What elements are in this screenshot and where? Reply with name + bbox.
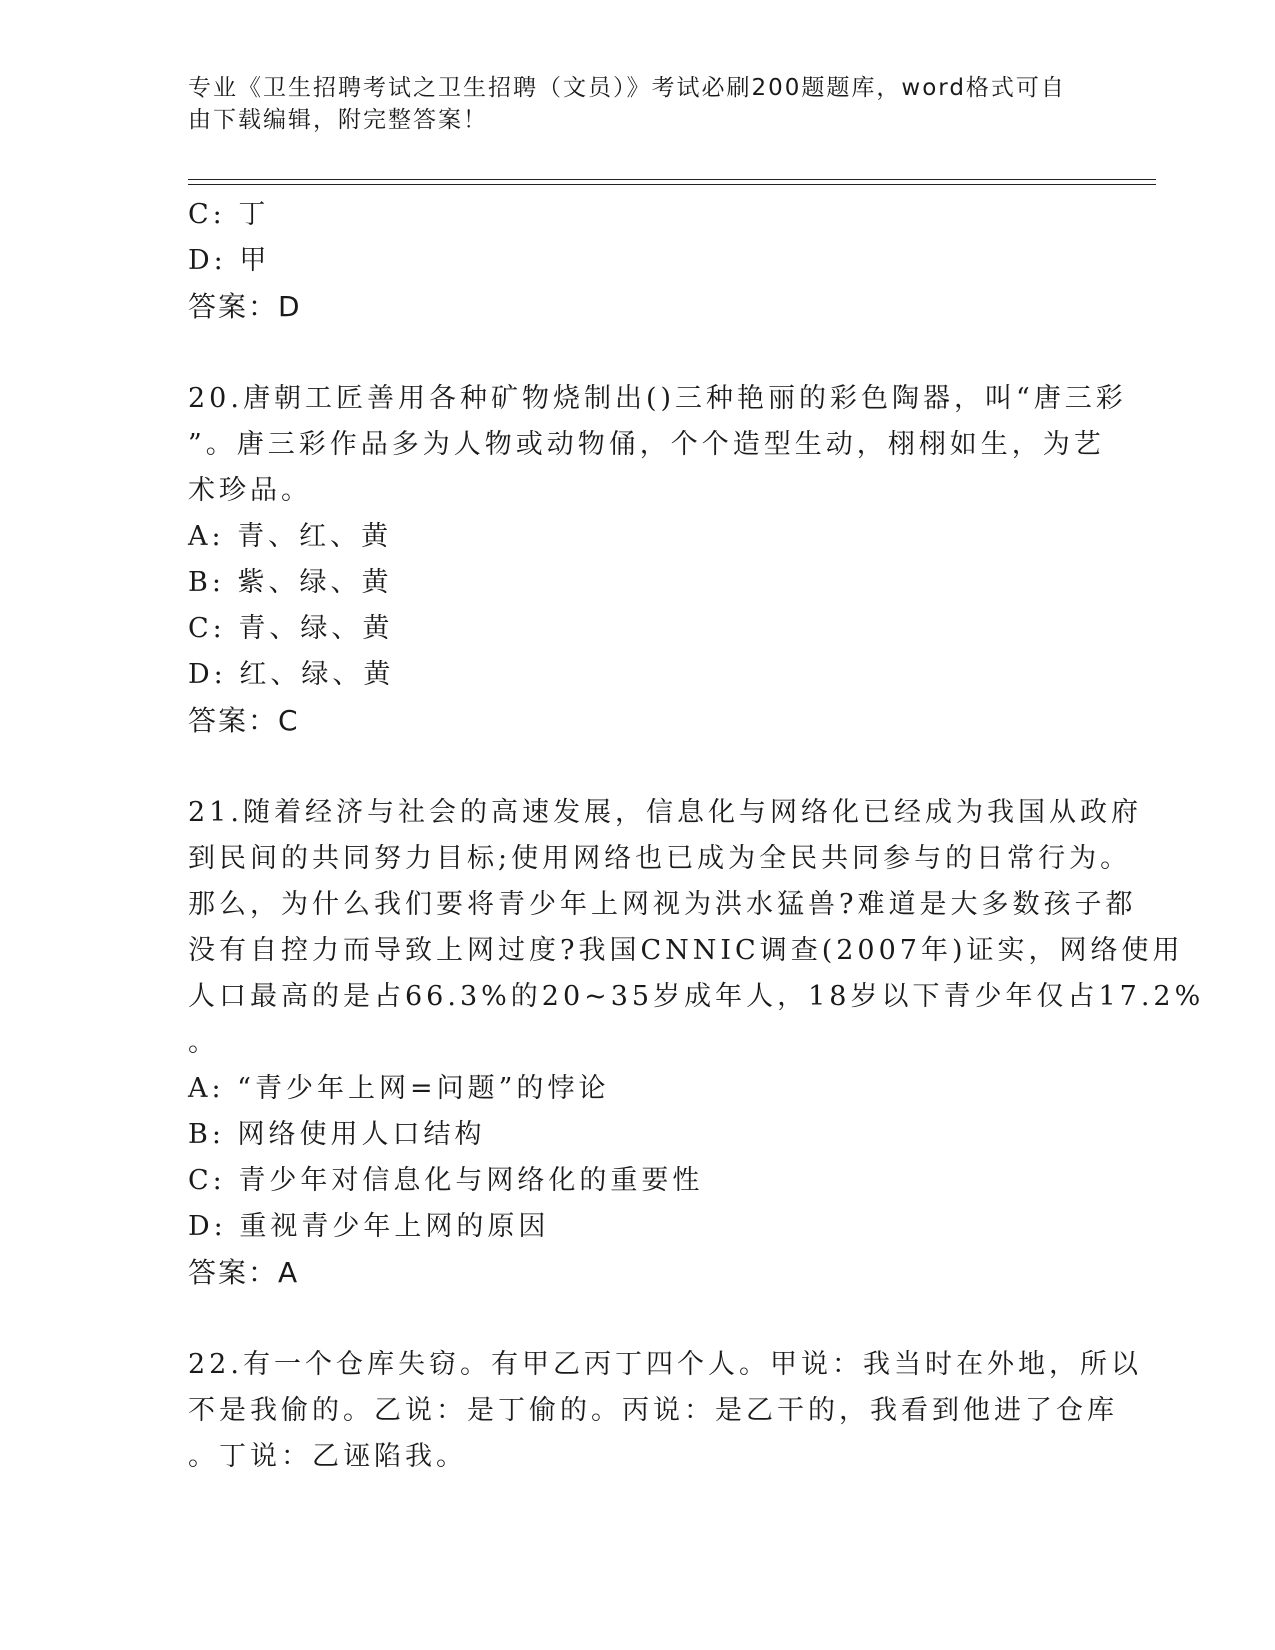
header-line-1: 专业《卫生招聘考试之卫生招聘（文员）》考试必刷200题题库，word格式可自: [188, 75, 1066, 101]
option-d: D: 重视青少年上网的原因: [188, 1211, 550, 1242]
document-body: [188, 192, 1205, 1480]
option-c: C: 青、绿、黄: [188, 613, 394, 644]
option-b: B: 网络使用人口结构: [188, 1119, 486, 1150]
question-stem-line: 到民间的共同努力目标;使用网络也已成为全民共同参与的日常行为。: [188, 843, 1132, 874]
header-line-2: 由下载编辑，附完整答案！: [188, 107, 488, 133]
question-stem-line: 人口最高的是占66.3%的20~35岁成年人，18岁以下青少年仅占17.2%: [188, 981, 1205, 1012]
question-stem-line: 21.随着经济与社会的高速发展，信息化与网络化已经成为我国从政府: [188, 797, 1142, 828]
question-21: [188, 790, 1205, 1296]
option-b: B: 紫、绿、黄: [188, 567, 393, 598]
spacer: [188, 1296, 1088, 1342]
spacer: [188, 330, 1088, 376]
spacer: [188, 744, 1088, 790]
question-stem-line: 那么，为什么我们要将青少年上网视为洪水猛兽?难道是大多数孩子都: [188, 889, 1137, 920]
question-22: [188, 1342, 1142, 1480]
question-19-tail: [188, 192, 1088, 330]
question-stem-line: 20.唐朝工匠善用各种矿物烧制出()三种艳丽的彩色陶器，叫“唐三彩: [188, 383, 1127, 414]
answer: 答案：A: [188, 1256, 300, 1289]
option-c: C: 丁: [188, 199, 270, 230]
option-d: D: 甲: [188, 245, 271, 276]
question-stem-line: 术珍品。: [188, 475, 312, 506]
question-stem-line: 。丁说：乙诬陷我。: [188, 1441, 467, 1472]
page-header: [188, 72, 1088, 136]
option-d: D: 红、绿、黄: [188, 659, 395, 690]
option-c: C: 青少年对信息化与网络化的重要性: [188, 1165, 704, 1196]
question-stem-line: 22.有一个仓库失窃。有甲乙丙丁四个人。甲说：我当时在外地，所以: [188, 1349, 1142, 1380]
answer: 答案：D: [188, 290, 302, 323]
question-stem-line: 不是我偷的。乙说：是丁偷的。丙说：是乙干的，我看到他进了仓库: [188, 1395, 1118, 1426]
question-stem-line: 。: [188, 1027, 219, 1058]
answer: 答案：C: [188, 704, 300, 737]
option-a: A: 青、红、黄: [188, 521, 393, 552]
header-divider: [188, 179, 1156, 185]
option-a: A: “青少年上网=问题”的悖论: [188, 1073, 610, 1104]
question-stem-line: ”。唐三彩作品多为人物或动物俑，个个造型生动，栩栩如生，为艺: [188, 429, 1105, 460]
question-stem-line: 没有自控力而导致上网过度?我国CNNIC调查(2007年)证实，网络使用: [188, 935, 1184, 966]
question-20: [188, 376, 1127, 744]
